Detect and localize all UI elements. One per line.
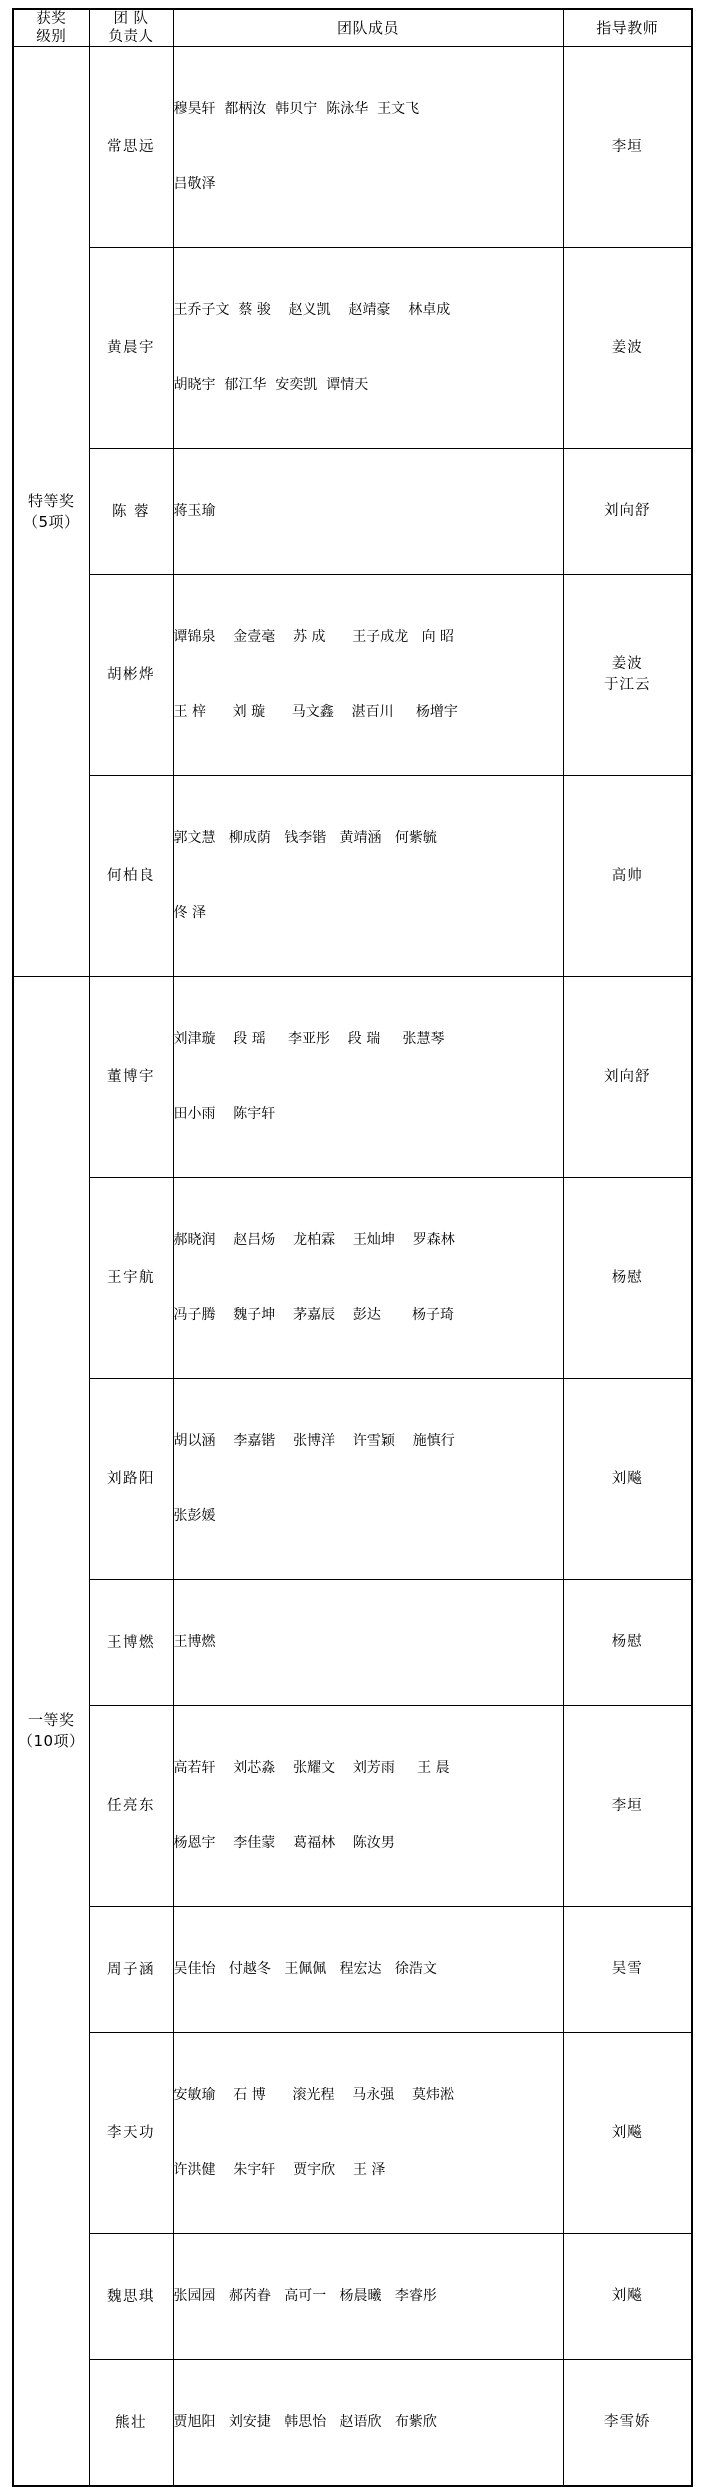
team-members-line: 王 梓 刘 璇 马文鑫 湛百川 杨增宇 [173, 704, 458, 720]
team-members-line: 安敏瑜 石 博 滚光程 马永强 莫炜淞 [173, 2087, 455, 2103]
team-members [173, 1178, 563, 1379]
advisor-line: 姜波 [611, 656, 643, 672]
table-row [13, 2234, 692, 2360]
team-members [173, 2360, 563, 2487]
document-page [0, 8, 703, 2431]
team-members-line: 刘津璇 段 瑶 李亚彤 段 瑞 张慧琴 [173, 1031, 445, 1047]
team-members-line: 高若轩 刘芯淼 张耀文 刘芳雨 王 晨 [173, 1760, 450, 1776]
team-members [173, 977, 563, 1178]
header-team-leader-line2: 负责人 [108, 29, 154, 45]
header-award-level-line1: 获奖 [36, 11, 67, 27]
advisor: 李雪娇 [563, 2360, 692, 2487]
award-table [12, 8, 693, 2487]
award-level-first-line1: 一等奖 [27, 1711, 75, 1729]
team-members [173, 1706, 563, 1907]
team-members-line: 王乔子文 蔡 骏 赵义凯 赵靖豪 林卓成 [173, 302, 451, 318]
team-leader: 王博燃 [89, 1580, 173, 1706]
team-members-line: 王博燃 [173, 1634, 216, 1650]
table-row [13, 1706, 692, 1907]
team-members-line: 吕敬泽 [173, 176, 216, 192]
header-team-members: 团队成员 [173, 9, 563, 47]
advisor: 李垣 [563, 47, 692, 248]
team-members-line: 张园园 郝芮眷 高可一 杨晨曦 李睿彤 [173, 2288, 437, 2304]
team-leader: 常思远 [89, 47, 173, 248]
team-members-line: 张彭媛 [173, 1508, 216, 1524]
header-advisor: 指导教师 [563, 9, 692, 47]
team-members-line: 田小雨 陈宇轩 [173, 1106, 276, 1122]
team-leader: 王宇航 [89, 1178, 173, 1379]
team-members [173, 776, 563, 977]
table-row [13, 2360, 692, 2487]
team-members [173, 2033, 563, 2234]
table-row [13, 47, 692, 248]
table-row [13, 248, 692, 449]
award-level-special-line2: （5项） [22, 512, 80, 531]
team-leader: 胡彬烨 [89, 575, 173, 776]
advisor: 李垣 [563, 1706, 692, 1907]
team-members-line: 许洪健 朱宇轩 贾宇欣 王 泽 [173, 2162, 386, 2178]
table-row [13, 575, 692, 776]
team-members [173, 1580, 563, 1706]
team-members-line: 谭锦泉 金壹毫 苏 成 王子成龙 向 昭 [173, 629, 455, 645]
team-members-line: 冯子腾 魏子坤 茅嘉辰 彭达 杨子琦 [173, 1307, 455, 1323]
table-row [13, 776, 692, 977]
team-members-line: 佟 泽 [173, 905, 206, 921]
team-leader: 董博宇 [89, 977, 173, 1178]
team-leader: 魏思琪 [89, 2234, 173, 2360]
team-leader: 刘路阳 [89, 1379, 173, 1580]
header-award-level-line2: 级别 [36, 29, 67, 45]
advisor: 姜波 [563, 248, 692, 449]
table-row [13, 977, 692, 1178]
advisor: 刘飚 [563, 2033, 692, 2234]
team-leader: 何柏良 [89, 776, 173, 977]
team-members-line: 郭文慧 柳成荫 钱李锴 黄靖涵 何紫毓 [173, 830, 437, 846]
advisor: 刘向舒 [563, 977, 692, 1178]
team-leader: 熊壮 [89, 2360, 173, 2487]
advisor [563, 575, 692, 776]
table-row [13, 1580, 692, 1706]
table-row [13, 1379, 692, 1580]
team-members-line: 贾旭阳 刘安捷 韩思怡 赵语欣 布紫欣 [173, 2414, 437, 2430]
table-row [13, 1907, 692, 2033]
team-members [173, 449, 563, 575]
team-members-line: 胡以涵 李嘉锴 张博洋 许雪颖 施慎行 [173, 1433, 455, 1449]
table-header-row [13, 9, 692, 47]
team-leader: 任亮东 [89, 1706, 173, 1907]
team-members [173, 2234, 563, 2360]
team-members-line: 吴佳怡 付越冬 王佩佩 程宏达 徐浩文 [173, 1961, 437, 1977]
team-leader: 周子涵 [89, 1907, 173, 2033]
team-members-line: 杨恩宇 李佳蒙 葛福林 陈汝男 [173, 1835, 395, 1851]
advisor: 吴雪 [563, 1907, 692, 2033]
table-body [13, 47, 692, 2487]
advisor: 高帅 [563, 776, 692, 977]
advisor: 杨慰 [563, 1178, 692, 1379]
team-members [173, 575, 563, 776]
table-row [13, 449, 692, 575]
team-leader: 黄晨宇 [89, 248, 173, 449]
team-leader: 李天功 [89, 2033, 173, 2234]
team-members [173, 47, 563, 248]
table-header [13, 9, 692, 47]
advisor: 刘飚 [563, 1379, 692, 1580]
award-level-special [13, 47, 89, 977]
header-team-leader-line1: 团 队 [113, 11, 149, 27]
team-members-line: 蒋玉瑜 [173, 503, 216, 519]
team-leader: 陈 蓉 [89, 449, 173, 575]
award-level-special-line1: 特等奖 [27, 491, 75, 510]
team-members-line: 穆昊轩 都柄汝 韩贝宁 陈泳华 王文飞 [173, 101, 420, 117]
advisor-line: 于江云 [604, 677, 651, 693]
award-level-first [13, 977, 89, 2487]
table-row [13, 1178, 692, 1379]
team-members [173, 1907, 563, 2033]
table-row [13, 2033, 692, 2234]
award-level-first-line2: （10项） [17, 1732, 85, 1750]
advisor: 刘向舒 [563, 449, 692, 575]
advisor: 刘飚 [563, 2234, 692, 2360]
team-members [173, 1379, 563, 1580]
header-team-leader [89, 9, 173, 47]
team-members-line: 胡晓宇 郁江华 安奕凯 谭情天 [173, 377, 369, 393]
advisor: 杨慰 [563, 1580, 692, 1706]
team-members [173, 248, 563, 449]
header-award-level [13, 9, 89, 47]
team-members-line: 郝晓润 赵吕炀 龙柏霖 王灿坤 罗森林 [173, 1232, 455, 1248]
